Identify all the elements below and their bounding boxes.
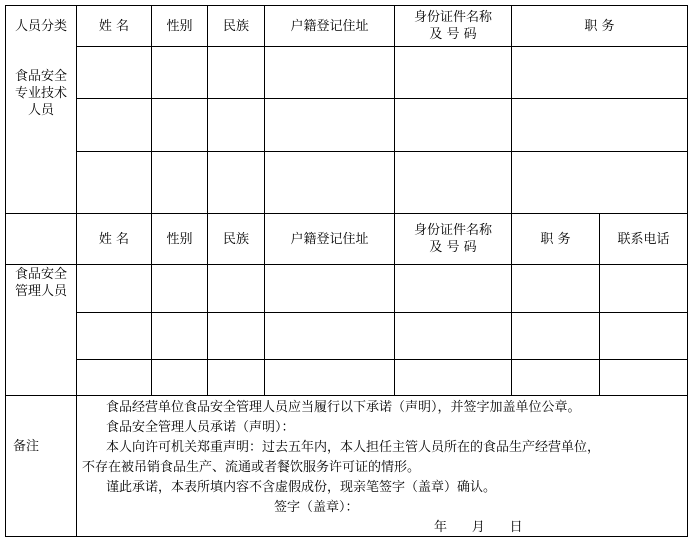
rule-id [511, 5, 512, 396]
rule-category [76, 5, 77, 537]
col2-id: 身份证件名称 及 号 码 [413, 223, 492, 255]
col-name: 姓 名 [98, 18, 130, 34]
col-address: 户籍登记住址 [290, 18, 369, 34]
rule-row5 [76, 312, 688, 313]
col2-phone: 联系电话 [617, 231, 670, 247]
remarks-label: 备注 [12, 438, 39, 454]
rule-row2 [76, 98, 688, 99]
col-gender: 性别 [166, 18, 193, 34]
remarks-line-3: 本人向许可机关郑重声明：过去五年内，本人担任主管人员所在的食品生产经营单位， [106, 440, 601, 455]
category-management-staff: 食品安全 管理人员 [14, 267, 67, 299]
col-id: 身份证件名称 及 号 码 [413, 10, 492, 42]
rule-right [687, 5, 688, 537]
col2-address: 户籍登记住址 [290, 231, 369, 247]
rule-row6 [76, 359, 688, 360]
category-header: 人员分类 [14, 18, 67, 34]
rule-name [151, 5, 152, 396]
remarks-line-5: 谨此承诺，本表所填内容不含虚假成份，现亲笔签字（盖章）确认。 [106, 480, 497, 495]
rule-section2-header [5, 264, 688, 265]
category-technical-staff: 食品安全 专业技术 人员 [14, 69, 67, 118]
remarks-text [78, 398, 684, 538]
rule-row3 [76, 151, 688, 152]
col2-name: 姓 名 [98, 231, 130, 247]
signature-label: 签字（盖章）： [274, 500, 359, 515]
col-position: 职 务 [584, 18, 615, 34]
col2-ethnicity: 民族 [222, 231, 249, 247]
remarks-line-4: 不存在被吊销食品生产、流通或者餐饮服务许可证的情形。 [82, 460, 421, 475]
rule-ethnicity [264, 5, 265, 396]
col2-position: 职 务 [540, 231, 571, 247]
rule-remarks-top [5, 395, 688, 396]
rule-address [394, 5, 395, 396]
rule-row1 [76, 46, 688, 47]
col2-gender: 性别 [166, 231, 193, 247]
remarks-line-2: 食品安全管理人员承诺（声明）： [106, 420, 295, 435]
col-ethnicity: 民族 [222, 18, 249, 34]
remarks-line-1: 食品经营单位食品安全管理人员应当履行以下承诺（声明），并签字加盖单位公章。 [106, 400, 581, 415]
rule-gender [207, 5, 208, 396]
date-line: 年 月 日 [434, 520, 523, 535]
